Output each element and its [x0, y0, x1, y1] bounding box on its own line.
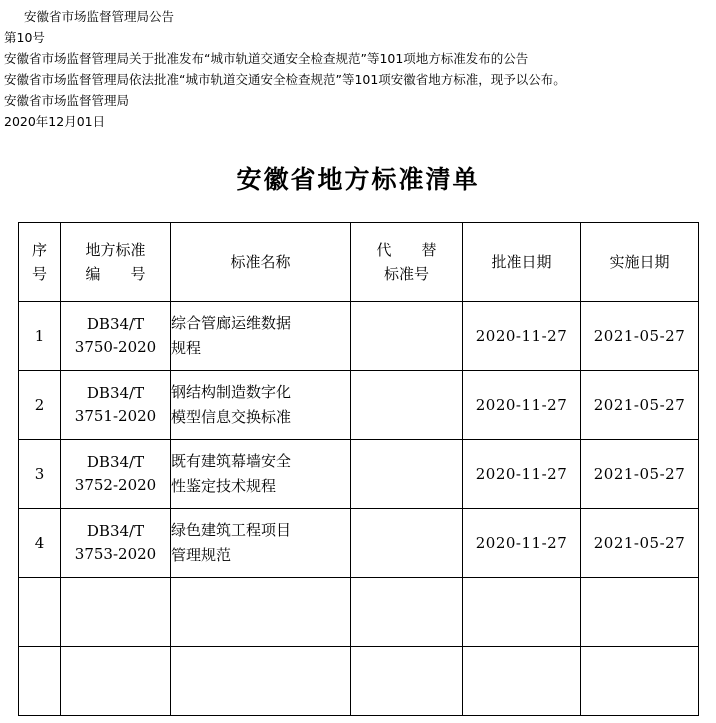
cell-replaced-standard [351, 509, 463, 578]
cell-standard-code-line2: 3752-2020 [74, 476, 157, 494]
page-title: 安徽省地方标准清单 [236, 165, 480, 194]
column-header-effective-date [581, 223, 699, 302]
cell-standard-name-line1: 既有建筑幕墙安全 [171, 452, 292, 470]
cell-approval-date: 2020-11-27 [463, 440, 581, 509]
cell-standard-code [61, 302, 171, 371]
cell-standard-code-line2: 3751-2020 [74, 407, 157, 425]
announcement-header [0, 0, 716, 132]
cell-approval-date: 2020-11-27 [463, 302, 581, 371]
cell-index: 1 [19, 302, 61, 371]
column-header-index-line1: 序 [31, 241, 47, 259]
cell-standard-code-line1: DB34/T [86, 315, 145, 333]
cell-empty [19, 647, 61, 716]
cell-effective-date: 2021-05-27 [581, 371, 699, 440]
cell-empty [581, 647, 699, 716]
cell-empty [581, 578, 699, 647]
table-header-row [19, 223, 699, 302]
cell-index: 4 [19, 509, 61, 578]
cell-index: 2 [19, 371, 61, 440]
cell-standard-name-line1: 钢结构制造数字化 [171, 383, 292, 401]
cell-empty [351, 647, 463, 716]
cell-standard-name-line2: 管理规范 [171, 546, 232, 564]
cell-empty [171, 647, 351, 716]
column-header-replaced-line2: 标准号 [383, 265, 429, 283]
cell-standard-code-line1: DB34/T [86, 522, 145, 540]
table-row [19, 371, 699, 440]
cell-empty [171, 578, 351, 647]
column-header-standard-code [61, 223, 171, 302]
cell-standard-code-line1: DB34/T [86, 453, 145, 471]
column-header-index-line2: 号 [31, 265, 47, 283]
cell-replaced-standard [351, 371, 463, 440]
column-header-approval-date [463, 223, 581, 302]
announcement-date: 2020年12月01日 [4, 114, 106, 129]
cell-standard-name [171, 302, 351, 371]
cell-standard-name-line2: 规程 [171, 339, 202, 357]
cell-replaced-standard [351, 440, 463, 509]
standards-table [18, 222, 699, 716]
cell-standard-name-line1: 综合管廊运维数据 [171, 314, 292, 332]
cell-standard-name-line2: 性鉴定技术规程 [171, 477, 277, 495]
table-row-empty [19, 647, 699, 716]
column-header-standard-name-text: 标准名称 [230, 253, 291, 271]
announcement-subject: 安徽省市场监督管理局关于批准发布“城市轨道交通安全检查规范”等101项地方标准发布的公告 [4, 51, 529, 66]
cell-standard-name [171, 371, 351, 440]
cell-effective-date: 2021-05-27 [581, 509, 699, 578]
cell-standard-name [171, 509, 351, 578]
announcement-org-title: 安徽省市场监督管理局公告 [24, 9, 175, 24]
cell-empty [19, 578, 61, 647]
cell-standard-code-line1: DB34/T [86, 384, 145, 402]
table-row [19, 509, 699, 578]
cell-standard-name-line2: 模型信息交换标准 [171, 408, 292, 426]
cell-standard-code [61, 509, 171, 578]
cell-standard-code-line2: 3753-2020 [74, 545, 157, 563]
column-header-effective-date-text: 实施日期 [609, 253, 670, 271]
announcement-issuer: 安徽省市场监督管理局 [4, 93, 130, 108]
cell-empty [61, 647, 171, 716]
cell-effective-date: 2021-05-27 [581, 302, 699, 371]
column-header-standard-name [171, 223, 351, 302]
column-header-replaced-standard [351, 223, 463, 302]
column-header-approval-date-text: 批准日期 [491, 253, 552, 271]
table-row [19, 440, 699, 509]
cell-approval-date: 2020-11-27 [463, 371, 581, 440]
cell-empty [463, 578, 581, 647]
table-row-empty [19, 578, 699, 647]
cell-standard-name [171, 440, 351, 509]
cell-standard-code [61, 440, 171, 509]
column-header-replaced-line1: 代 替 [376, 241, 437, 259]
cell-effective-date: 2021-05-27 [581, 440, 699, 509]
cell-index: 3 [19, 440, 61, 509]
column-header-standard-code-line2: 编 号 [85, 265, 146, 283]
column-header-index [19, 223, 61, 302]
column-header-standard-code-line1: 地方标准 [85, 241, 146, 259]
table-row [19, 302, 699, 371]
cell-standard-name-line1: 绿色建筑工程项目 [171, 521, 292, 539]
cell-empty [61, 578, 171, 647]
announcement-number: 第10号 [4, 30, 45, 45]
cell-approval-date: 2020-11-27 [463, 509, 581, 578]
cell-standard-code-line2: 3750-2020 [74, 338, 157, 356]
cell-empty [351, 578, 463, 647]
cell-empty [463, 647, 581, 716]
cell-standard-code [61, 371, 171, 440]
cell-replaced-standard [351, 302, 463, 371]
announcement-body: 安徽省市场监督管理局依法批准“城市轨道交通安全检查规范”等101项安徽省地方标准，现予以公布。 [4, 72, 566, 87]
standards-table-wrapper [0, 222, 716, 716]
